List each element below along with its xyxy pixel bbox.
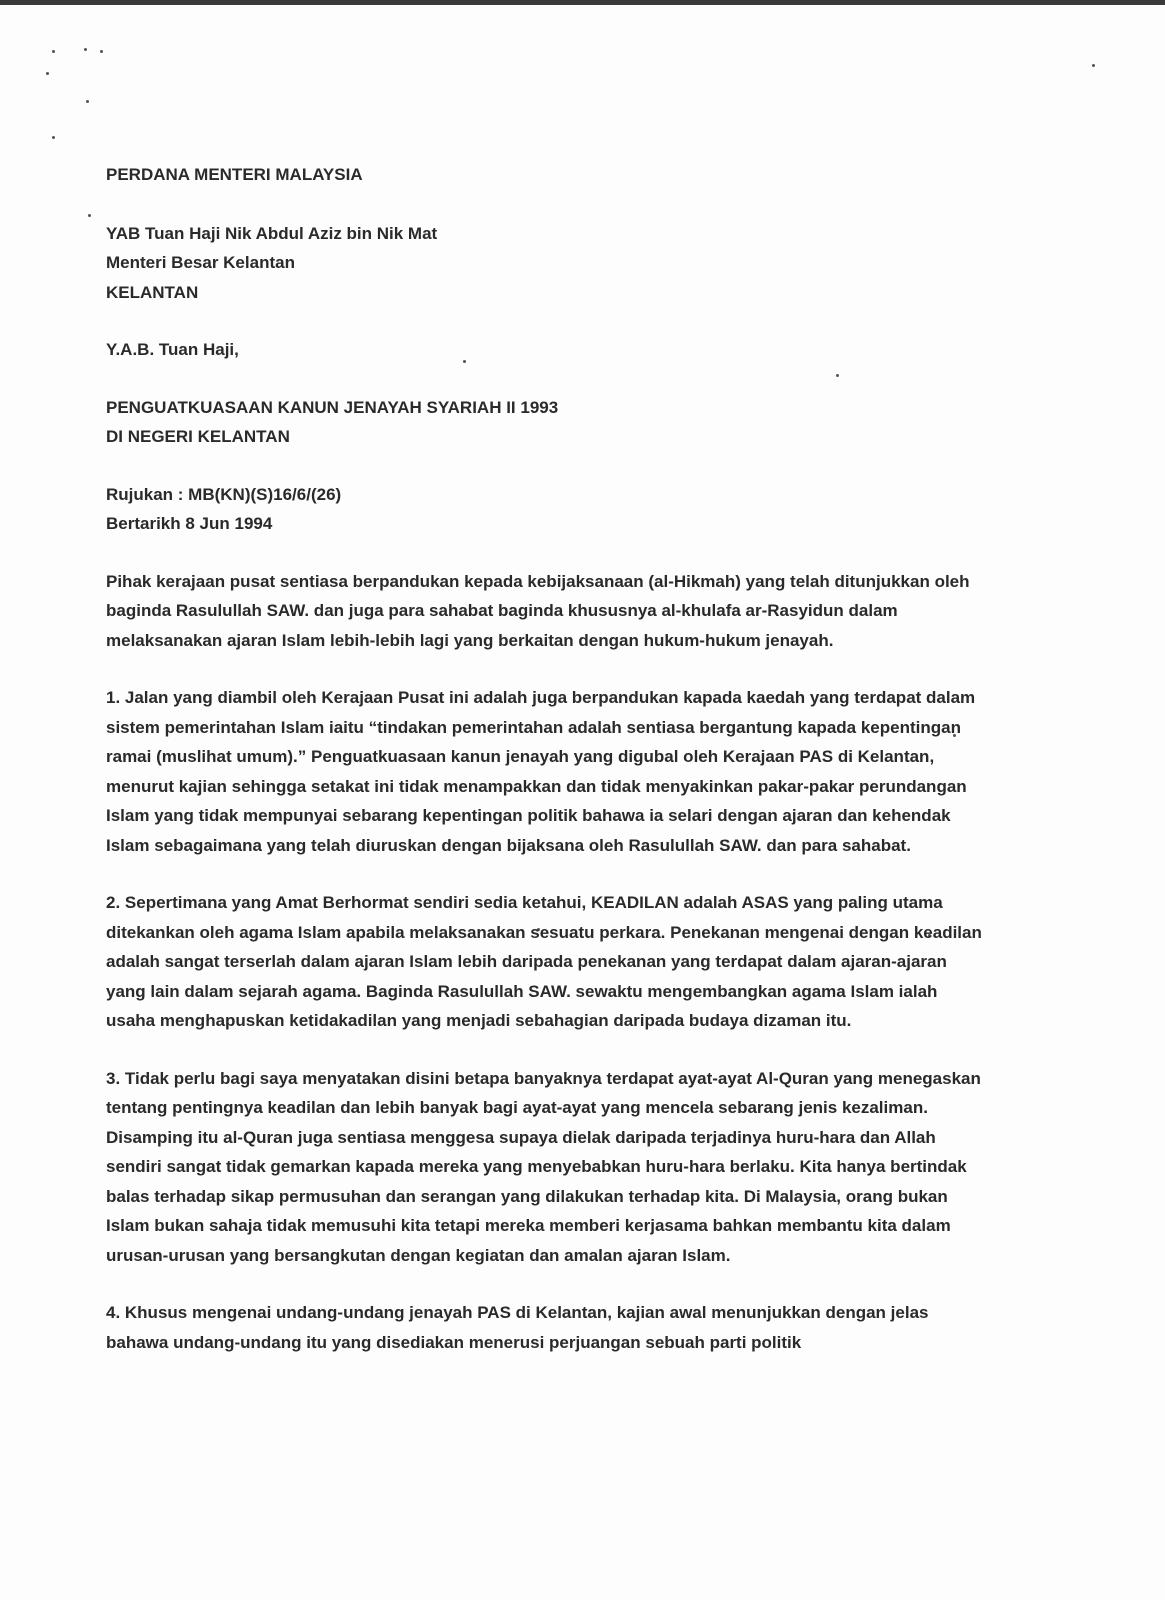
- letter-body: [106, 160, 986, 1385]
- scan-speck: [100, 50, 103, 53]
- reference-block: [106, 480, 986, 539]
- letter-heading: PERDANA MENTERI MALAYSIA: [106, 165, 363, 184]
- recipient-title: Menteri Besar Kelantan: [106, 253, 295, 272]
- subject-line-1: PENGUATKUASAAN KANUN JENAYAH SYARIAH II 1993: [106, 397, 559, 417]
- subject-line-2: DI NEGERI KELANTAN: [106, 427, 290, 446]
- subject-block: [106, 393, 986, 452]
- salutation: Y.A.B. Tuan Haji,: [106, 340, 239, 359]
- paragraph-1: 1. Jalan yang diambil oleh Kerajaan Pusat ini adalah juga berpandukan kapada kaedah yang terdapat dalam sistem pemerintahan Islam iaitu “tindakan pemerintahan adalah sentiasa bergantung kapada kepentingan ramai (muslihat umum).” Penguatkuasaan kanun jenayah yang digubal oleh Kerajaan PAS di Kelantan, menurut kajian sehingga setakat ini tidak menampakkan dan tidak menyakinkan pakar-pakar perundangan Islam yang tidak mempunyai sebarang kepentingan politik bahawa ia selari dengan ajaran dan kehendak Islam sebagaimana yang telah diuruskan dengan bijaksana oleh Rasulullah SAW. dan para sahabat.: [106, 688, 976, 855]
- scan-speck: [46, 72, 49, 75]
- paragraph-4: 4. Khusus mengenai undang-undang jenayah PAS di Kelantan, kajian awal menunjukkan dengan jelas bahawa undang-undang itu yang disediakan menerusi perjuangan sebuah parti politik: [106, 1303, 929, 1352]
- recipient-name: YAB Tuan Haji Nik Abdul Aziz bin Nik Mat: [106, 223, 438, 243]
- reference-date: Bertarikh 8 Jun 1994: [106, 514, 273, 533]
- recipient-state: KELANTAN: [106, 282, 199, 302]
- scan-top-edge: [0, 0, 1165, 5]
- scan-speck: [52, 50, 55, 53]
- scan-speck: [88, 214, 91, 217]
- scan-speck: [1092, 64, 1095, 67]
- scan-speck: [84, 48, 87, 51]
- paragraph-3: 3. Tidak perlu bagi saya menyatakan disini betapa banyaknya terdapat ayat-ayat Al-Quran yang menegaskan tentang pentingnya keadilan dan lebih banyak bagi ayat-ayat yang mencela sebarang jenis kezaliman. Disamping itu al-Quran juga sentiasa menggesa supaya dielak daripada terjadinya huru-hara dan Allah sendiri sangat tidak gemarkan kapada mereka yang menyebabkan huru-hara berlaku. Kita hanya bertindak balas terhadap sikap permusuhan dan serangan yang dilakukan terhadap kita. Di Malaysia, orang bukan Islam bukan sahaja tidak memusuhi kita tetapi mereka memberi kerjasama bahkan membantu kita dalam urusan-urusan yang bersangkutan dengan kegiatan dan amalan ajaran Islam.: [106, 1068, 981, 1265]
- paragraph-intro: Pihak kerajaan pusat sentiasa berpandukan kepada kebijaksanaan (al-Hikmah) yang telah ditunjukkan oleh baginda Rasulullah SAW. dan juga para sahabat baginda khususnya al-khulafa ar-Rasyidun dalam melaksanakan ajaran Islam lebih-lebih lagi yang berkaitan dengan hukum-hukum jenayah.: [106, 571, 970, 650]
- reference-number: Rujukan : MB(KN)(S)16/6/(26): [106, 484, 342, 504]
- scan-speck: [86, 100, 89, 103]
- paragraph-2: 2. Sepertimana yang Amat Berhormat sendiri sedia ketahui, KEADILAN adalah ASAS yang paling utama ditekankan oleh agama Islam apabila melaksanakan sesuatu perkara. Penekanan mengenai dengan keadilan adalah sangat terserlah dalam ajaran Islam lebih daripada penekanan yang terdapat dalam ajaran-ajaran yang lain dalam sejarah agama. Baginda Rasulullah SAW. sewaktu mengembangkan agama Islam ialah usaha menghapuskan ketidakadilan yang menjadi sebahagian daripada budaya dizaman itu.: [106, 893, 982, 1030]
- scan-speck: [52, 136, 55, 139]
- recipient-block: [106, 219, 986, 308]
